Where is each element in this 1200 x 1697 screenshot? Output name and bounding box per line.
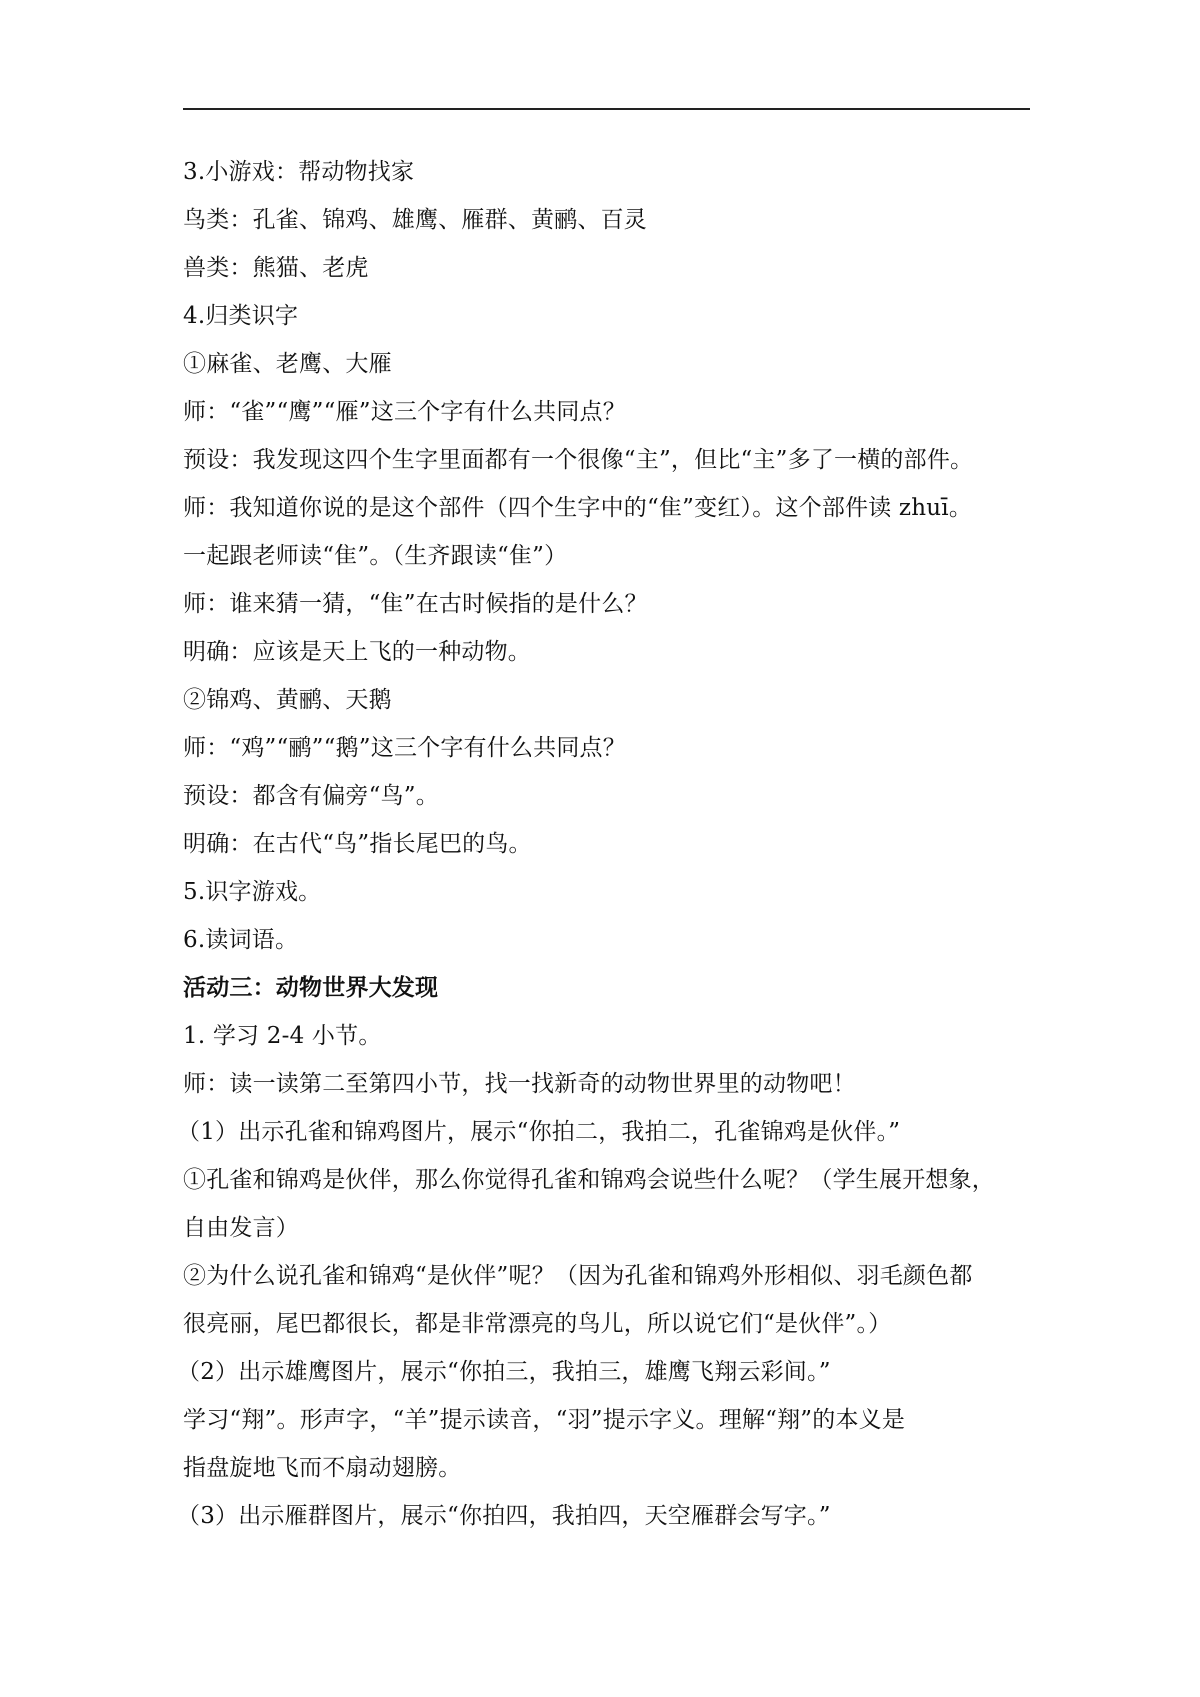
paragraph-line: 明确：在古代“鸟”指长尾巴的鸟。 bbox=[183, 831, 532, 857]
section-heading: 活动三：动物世界大发现 bbox=[183, 974, 439, 1001]
paragraph-line: 6.读词语。 bbox=[183, 927, 299, 953]
paragraph-line: 5.识字游戏。 bbox=[183, 879, 322, 905]
paragraph-line: 很亮丽，尾巴都很长，都是非常漂亮的鸟儿，所以说它们“是伙伴”。） bbox=[183, 1311, 892, 1337]
paragraph-line: 明确：应该是天上飞的一种动物。 bbox=[183, 639, 531, 665]
paragraph-line: ②锦鸡、黄鹂、天鹅 bbox=[183, 687, 392, 713]
paragraph-line: （3）出示雁群图片，展示“你拍四，我拍四，天空雁群会写字。” bbox=[177, 1503, 831, 1529]
paragraph-line: 一起跟老师读“隹”。（生齐跟读“隹”） bbox=[183, 543, 568, 569]
paragraph-line: 指盘旋地飞而不扇动翅膀。 bbox=[183, 1455, 462, 1481]
paragraph-line: 师：“鸡”“鹂”“鹅”这三个字有什么共同点？ bbox=[183, 735, 626, 761]
paragraph-line: 预设：我发现这四个生字里面都有一个很像“主”，但比“主”多了一横的部件。 bbox=[183, 447, 974, 473]
paragraph-line: 预设：都含有偏旁“鸟”。 bbox=[183, 783, 439, 809]
paragraph-line: 鸟类：孔雀、锦鸡、雄鹰、雁群、黄鹂、百灵 bbox=[183, 207, 647, 233]
paragraph-line: ①麻雀、老鹰、大雁 bbox=[183, 351, 392, 377]
paragraph-line: 4.归类识字 bbox=[183, 303, 299, 329]
header-rule bbox=[183, 108, 1030, 110]
paragraph-line: ①孔雀和锦鸡是伙伴，那么你觉得孔雀和锦鸡会说些什么呢？（学生展开想象， bbox=[183, 1167, 995, 1193]
paragraph-line: 1. 学习 2-4 小节。 bbox=[183, 1023, 382, 1049]
paragraph-line: 师：我知道你说的是这个部件（四个生字中的“隹”变红）。这个部件读 zhuī。 bbox=[183, 495, 973, 521]
paragraph-line: 师：“雀”“鹰”“雁”这三个字有什么共同点？ bbox=[183, 399, 626, 425]
paragraph-line: 学习“翔”。形声字，“羊”提示读音，“羽”提示字义。理解“翔”的本义是 bbox=[183, 1407, 906, 1433]
paragraph-line: 3.小游戏：帮动物找家 bbox=[183, 159, 415, 185]
paragraph-line: 自由发言） bbox=[183, 1215, 299, 1241]
paragraph-line: ②为什么说孔雀和锦鸡“是伙伴”呢？（因为孔雀和锦鸡外形相似、羽毛颜色都 bbox=[183, 1263, 973, 1289]
paragraph-line: 兽类：熊猫、老虎 bbox=[183, 255, 369, 281]
paragraph-line: （1）出示孔雀和锦鸡图片，展示“你拍二，我拍二，孔雀锦鸡是伙伴。” bbox=[177, 1119, 901, 1145]
paragraph-line: （2）出示雄鹰图片，展示“你拍三，我拍三，雄鹰飞翔云彩间。” bbox=[177, 1359, 831, 1385]
document-body bbox=[177, 148, 1030, 1540]
paragraph-line: 师：谁来猜一猜，“隹”在古时候指的是什么？ bbox=[183, 591, 648, 617]
paragraph-line: 师：读一读第二至第四小节，找一找新奇的动物世界里的动物吧！ bbox=[183, 1071, 856, 1097]
